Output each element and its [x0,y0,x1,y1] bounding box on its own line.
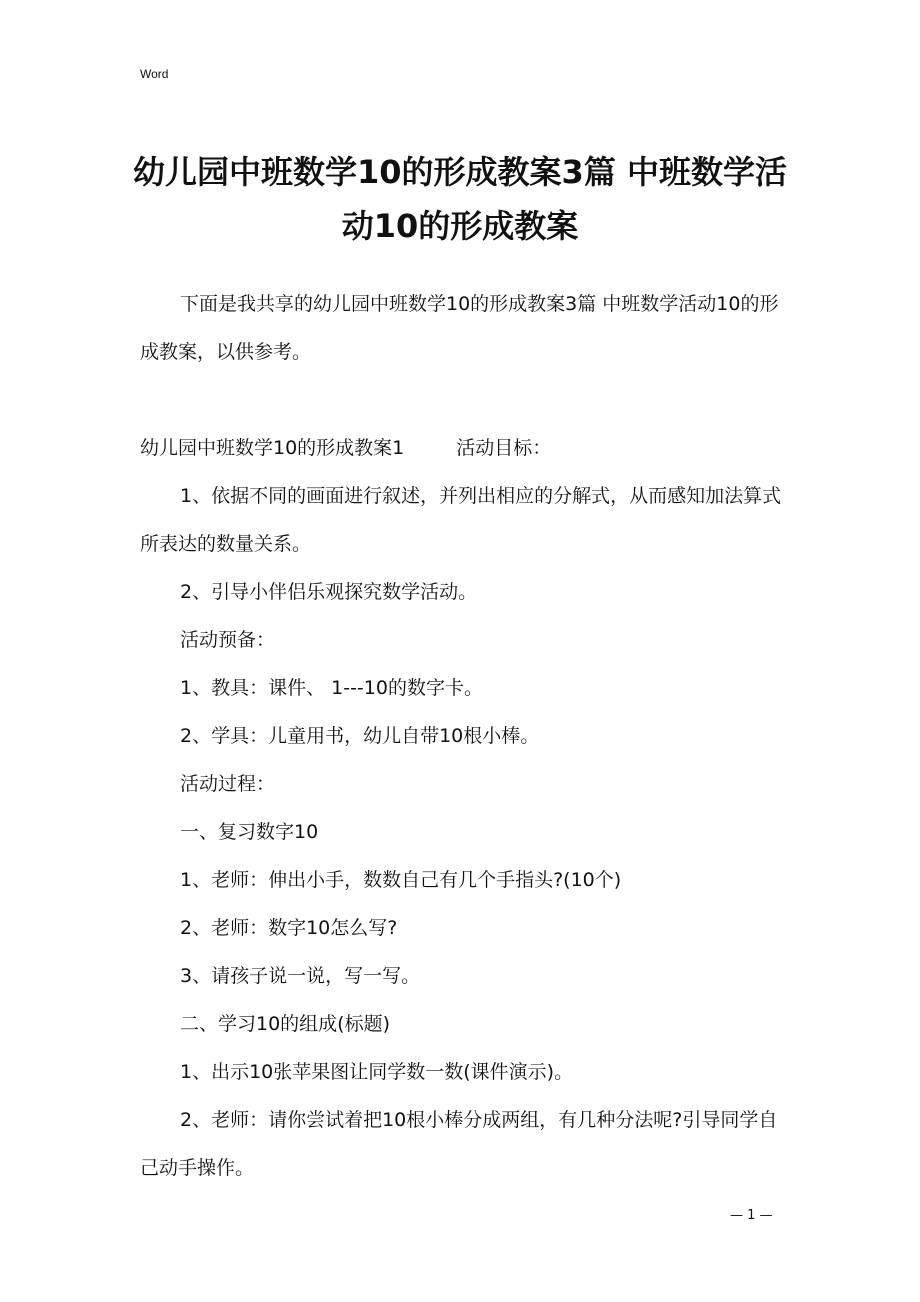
header-label: Word [140,67,169,81]
section-subtitle: 活动目标： [456,437,552,459]
spacer [140,376,785,424]
paragraph: 1、出示10张苹果图让同学数一数(课件演示)。 [180,1061,574,1083]
section-title: 幼儿园中班数学10的形成教案1 [140,437,405,459]
paragraph: 2、引导小伴侣乐观探究数学活动。 [180,581,478,603]
paragraph: 1、教具：课件、 1---10的数字卡。 [180,677,483,699]
paragraph: 1、依据不同的画面进行叙述，并列出相应的分解式，从而感知加法算式所表达的数量关系。 [140,485,782,555]
paragraph: 活动过程： [180,773,276,795]
document-body [140,280,785,1192]
intro-paragraph: 下面是我共享的幼儿园中班数学10的形成教案3篇 中班数学活动10的形成教案，以供参考。 [140,293,779,363]
paragraph: 2、学具：儿童用书，幼儿自带10根小棒。 [180,725,540,747]
section-heading [140,424,785,472]
paragraph: 3、请孩子说一说，写一写。 [180,965,421,987]
paragraph: 2、老师：数字10怎么写? [180,917,398,939]
paragraph: 活动预备： [180,629,276,651]
document-title: 幼儿园中班数学10的形成教案3篇 中班数学活动10的形成教案 [133,153,787,245]
paragraph: 1、老师：伸出小手，数数自己有几个手指头?(10个) [180,869,622,891]
page-number: — 1 — [730,1208,773,1223]
paragraph: 二、学习10的组成(标题) [180,1013,391,1035]
paragraph: 一、复习数字10 [180,821,319,843]
paragraph: 2、老师：请你尝试着把10根小棒分成两组，有几种分法呢?引导同学自己动手操作。 [140,1109,778,1179]
